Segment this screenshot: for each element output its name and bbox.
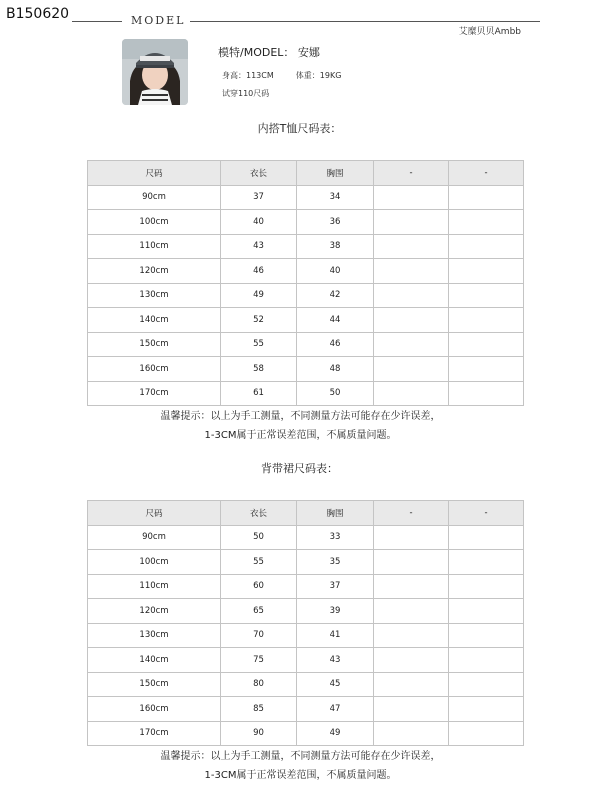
table-cell: 48 (297, 357, 374, 382)
table-cell (449, 525, 524, 550)
table-cell (374, 623, 449, 648)
table-cell (449, 283, 524, 308)
table-cell (449, 308, 524, 333)
table-cell (449, 599, 524, 624)
product-code: B150620 (6, 6, 70, 22)
table-cell (374, 381, 449, 406)
table-cell (374, 283, 449, 308)
table-row (88, 357, 524, 382)
table-cell: 49 (221, 283, 297, 308)
column-header: - (374, 501, 449, 526)
table-cell (449, 721, 524, 746)
table-cell: 140cm (88, 648, 221, 673)
table-cell: 170cm (88, 381, 221, 406)
table-cell (374, 210, 449, 235)
header-divider-left (72, 21, 122, 22)
table-cell (374, 332, 449, 357)
table-cell (374, 259, 449, 284)
table-cell: 90cm (88, 185, 221, 210)
table-cell: 110cm (88, 574, 221, 599)
table-cell: 100cm (88, 210, 221, 235)
table-cell: 43 (221, 234, 297, 259)
table-row (88, 234, 524, 259)
column-header: 尺码 (88, 161, 221, 186)
table-cell: 34 (297, 185, 374, 210)
table-cell (374, 185, 449, 210)
table-cell (374, 697, 449, 722)
table-row (88, 623, 524, 648)
table-row (88, 672, 524, 697)
table-cell: 100cm (88, 550, 221, 575)
table-cell: 60 (221, 574, 297, 599)
table-cell (449, 648, 524, 673)
table-row (88, 381, 524, 406)
table-cell: 58 (221, 357, 297, 382)
table-row (88, 210, 524, 235)
dress-note (0, 747, 611, 785)
table-row (88, 308, 524, 333)
table-cell (374, 648, 449, 673)
table-cell (374, 357, 449, 382)
table-cell: 47 (297, 697, 374, 722)
model-photo (122, 39, 188, 105)
table-cell (449, 574, 524, 599)
table-row (88, 574, 524, 599)
table-cell: 39 (297, 599, 374, 624)
model-weight: 体重：19KG (295, 71, 342, 80)
table-cell: 37 (221, 185, 297, 210)
table-cell (449, 623, 524, 648)
table-cell: 160cm (88, 357, 221, 382)
table-cell: 120cm (88, 259, 221, 284)
table-row (88, 550, 524, 575)
table-cell (374, 574, 449, 599)
table-row (88, 648, 524, 673)
table-cell (374, 721, 449, 746)
table-cell (374, 599, 449, 624)
tshirt-table-title: 内搭T恤尺码表： (257, 122, 342, 135)
column-header: - (374, 161, 449, 186)
column-header: 胸围 (297, 161, 374, 186)
table-cell: 90cm (88, 525, 221, 550)
note-line: 温馨提示：以上为手工测量，不同测量方法可能存在少许误差， (160, 411, 441, 422)
table-cell: 120cm (88, 599, 221, 624)
table-cell: 37 (297, 574, 374, 599)
table-cell (449, 550, 524, 575)
dress-table-title: 背带裙尺码表： (261, 462, 338, 475)
table-row (88, 721, 524, 746)
table-cell: 33 (297, 525, 374, 550)
header-divider-right (190, 21, 540, 22)
table-row (88, 259, 524, 284)
table-cell: 50 (221, 525, 297, 550)
column-header: 尺码 (88, 501, 221, 526)
table-cell: 75 (221, 648, 297, 673)
table-cell: 45 (297, 672, 374, 697)
table-row (88, 525, 524, 550)
table-cell: 40 (297, 259, 374, 284)
table-cell: 140cm (88, 308, 221, 333)
model-name: 模特/MODEL： 安娜 (218, 46, 320, 59)
table-cell: 80 (221, 672, 297, 697)
table-cell: 43 (297, 648, 374, 673)
table-cell: 150cm (88, 332, 221, 357)
table-cell: 61 (221, 381, 297, 406)
table-cell: 90 (221, 721, 297, 746)
tshirt-size-table (87, 160, 524, 406)
column-header: 衣长 (221, 161, 297, 186)
table-row (88, 599, 524, 624)
table-row (88, 332, 524, 357)
table-cell: 50 (297, 381, 374, 406)
table-cell: 160cm (88, 697, 221, 722)
column-header: - (449, 501, 524, 526)
note-line: 温馨提示：以上为手工测量，不同测量方法可能存在少许误差， (160, 751, 441, 762)
note-line: 1-3CM属于正常误差范围，不属质量问题。 (204, 430, 397, 441)
table-cell (449, 381, 524, 406)
column-header: 衣长 (221, 501, 297, 526)
table-cell (449, 234, 524, 259)
table-cell: 130cm (88, 283, 221, 308)
tshirt-note (0, 407, 611, 445)
model-heading: MODEL (131, 14, 186, 27)
table-cell (449, 259, 524, 284)
model-stats (222, 70, 363, 81)
table-cell: 38 (297, 234, 374, 259)
table-cell: 42 (297, 283, 374, 308)
table-cell: 170cm (88, 721, 221, 746)
table-cell: 110cm (88, 234, 221, 259)
table-cell: 44 (297, 308, 374, 333)
table-cell: 150cm (88, 672, 221, 697)
table-cell: 49 (297, 721, 374, 746)
table-cell (449, 672, 524, 697)
table-header-row (88, 501, 524, 526)
table-header-row (88, 161, 524, 186)
table-cell (374, 550, 449, 575)
table-cell: 55 (221, 550, 297, 575)
table-cell (374, 672, 449, 697)
table-cell: 40 (221, 210, 297, 235)
model-height: 身高：113CM (222, 71, 274, 80)
dress-size-table (87, 500, 524, 746)
table-cell (449, 332, 524, 357)
table-cell: 46 (297, 332, 374, 357)
table-cell: 52 (221, 308, 297, 333)
table-cell (449, 210, 524, 235)
column-header: 胸围 (297, 501, 374, 526)
table-cell: 41 (297, 623, 374, 648)
table-cell (374, 308, 449, 333)
table-cell (374, 234, 449, 259)
brand-name: 艾糜贝贝Ambb (458, 27, 521, 37)
table-cell: 85 (221, 697, 297, 722)
table-row (88, 697, 524, 722)
table-cell: 65 (221, 599, 297, 624)
column-header: - (449, 161, 524, 186)
table-cell: 70 (221, 623, 297, 648)
model-tried-size: 试穿110尺码 (222, 89, 270, 98)
table-cell (374, 525, 449, 550)
table-cell: 36 (297, 210, 374, 235)
note-line: 1-3CM属于正常误差范围，不属质量问题。 (204, 770, 397, 781)
table-cell (449, 185, 524, 210)
table-row (88, 185, 524, 210)
table-cell (449, 357, 524, 382)
table-cell: 46 (221, 259, 297, 284)
table-cell: 35 (297, 550, 374, 575)
table-cell: 55 (221, 332, 297, 357)
table-cell: 130cm (88, 623, 221, 648)
table-row (88, 283, 524, 308)
table-cell (449, 697, 524, 722)
